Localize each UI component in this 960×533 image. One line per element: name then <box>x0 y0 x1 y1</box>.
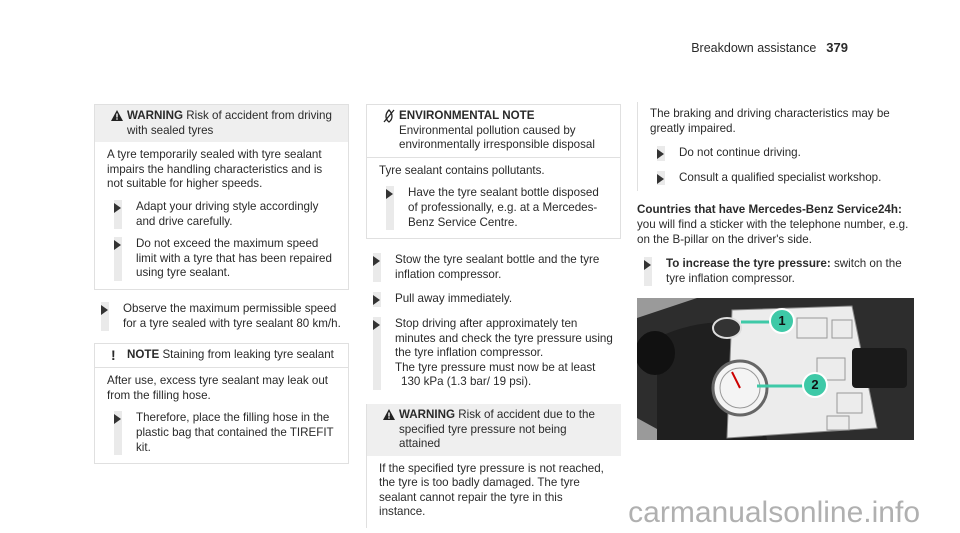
note-header <box>95 344 348 367</box>
callout-1: 1 <box>769 308 795 334</box>
warning-icon <box>105 109 127 138</box>
warning-text: A tyre temporarily sealed with tyre sealant impairs the handling characteristics and is not suitable for higher speeds. <box>107 148 323 191</box>
step-item: Consult a qualified specialist workshop. <box>650 171 905 186</box>
column-2 <box>366 0 621 528</box>
step-item: Therefore, place the filling hose in the plastic bag that contained the TIREFIT kit. <box>107 411 338 455</box>
countries-title: Countries that have Mercedes-Benz Service24h: <box>637 203 902 217</box>
env-title: Environmental pollution caused by environmentally irresponsible disposal <box>399 123 595 152</box>
warning2-label: WARNING <box>399 407 456 421</box>
arrow-icon <box>644 260 651 270</box>
note-label: NOTE <box>127 348 160 362</box>
environmental-note-box <box>366 104 621 239</box>
step-item: Have the tyre sealant bottle disposed of professionally, e.g. at a Mercedes-Benz Service Centre. <box>379 186 610 230</box>
arrow-icon <box>386 189 393 199</box>
arrow-icon <box>101 305 108 315</box>
arrow-icon <box>114 240 121 250</box>
step-item <box>637 257 915 286</box>
warning-title: Risk of accident from driving with sealed tyres <box>127 109 332 137</box>
section-title: Breakdown assistance <box>691 41 817 55</box>
warning2-box <box>366 404 621 528</box>
note-text: After use, excess tyre sealant may leak out from the filling hose. <box>107 374 329 402</box>
exclamation-icon: ! <box>111 347 116 364</box>
callout-2: 2 <box>802 372 828 398</box>
continuation-text: The braking and driving characteristics may be greatly impaired. <box>650 107 890 135</box>
step-item: Adapt your driving style accordingly and drive carefully. <box>107 200 338 229</box>
env-body <box>367 157 620 238</box>
step-item: Stow the tyre sealant bottle and the tyre inflation compressor. <box>366 253 621 282</box>
warning2-header <box>367 404 621 456</box>
env-label: ENVIRONMENTAL NOTE <box>399 109 535 122</box>
arrow-icon <box>114 414 121 424</box>
warning-label: WARNING <box>127 109 184 122</box>
warning2-title: Risk of accident due to the specified tyre pressure not being attained <box>399 407 595 451</box>
env-header <box>367 105 620 157</box>
arrow-icon <box>373 256 380 266</box>
step-item: Pull away immediately. <box>366 292 621 307</box>
countries-paragraph <box>637 203 915 247</box>
warning-box <box>94 104 349 290</box>
warning2-text: If the specified tyre pressure is not reached, the tyre is too badly damaged. The tyre sealant cannot repair the tyre in this instance. <box>379 461 604 519</box>
arrow-icon <box>114 203 121 213</box>
watermark: carmanualsonline.info <box>628 496 920 529</box>
page-number: 379 <box>826 40 848 55</box>
warning-body <box>95 142 348 289</box>
warning2-continuation <box>637 102 915 191</box>
note-body <box>95 367 348 463</box>
compressor-illustration <box>637 298 914 440</box>
pressure-note: The tyre pressure must now be at least <box>395 360 596 374</box>
column-3 <box>637 0 915 286</box>
warning-header <box>95 105 348 142</box>
warning-icon <box>377 408 399 452</box>
environment-icon <box>377 109 399 153</box>
arrow-icon <box>373 295 380 305</box>
step-item: Stop driving after approximately ten minutes and check the tyre pressure using the tyre inflation compressor. The tyre pressure must now be at least 130 kPa (1.3 bar/ 19 psi). <box>366 317 621 390</box>
arrow-icon <box>373 320 380 330</box>
countries-body: you will find a sticker with the telephone number, e.g. on the B-pillar on the driver's side. <box>637 217 909 246</box>
note-box <box>94 343 349 464</box>
note-title: Staining from leaking tyre sealant <box>162 348 334 362</box>
column-1 <box>94 0 349 464</box>
step-item: Do not continue driving. <box>650 146 905 161</box>
arrow-icon <box>657 174 664 184</box>
pressure-value: 130 kPa (1.3 bar/ 19 psi). <box>401 375 532 389</box>
step-item: Do not exceed the maximum speed limit with a tyre that has been repaired using tyre sealant. <box>107 237 338 281</box>
env-text: Tyre sealant contains pollutants. <box>379 163 545 177</box>
increase-label: To increase the tyre pressure: <box>666 257 831 271</box>
step-item: Observe the maximum permissible speed for a tyre sealed with tyre sealant 80 km/h. <box>94 302 349 331</box>
arrow-icon <box>657 149 664 159</box>
increase-body: switch on the tyre inflation compressor. <box>666 257 902 285</box>
warning2-body <box>367 456 621 528</box>
